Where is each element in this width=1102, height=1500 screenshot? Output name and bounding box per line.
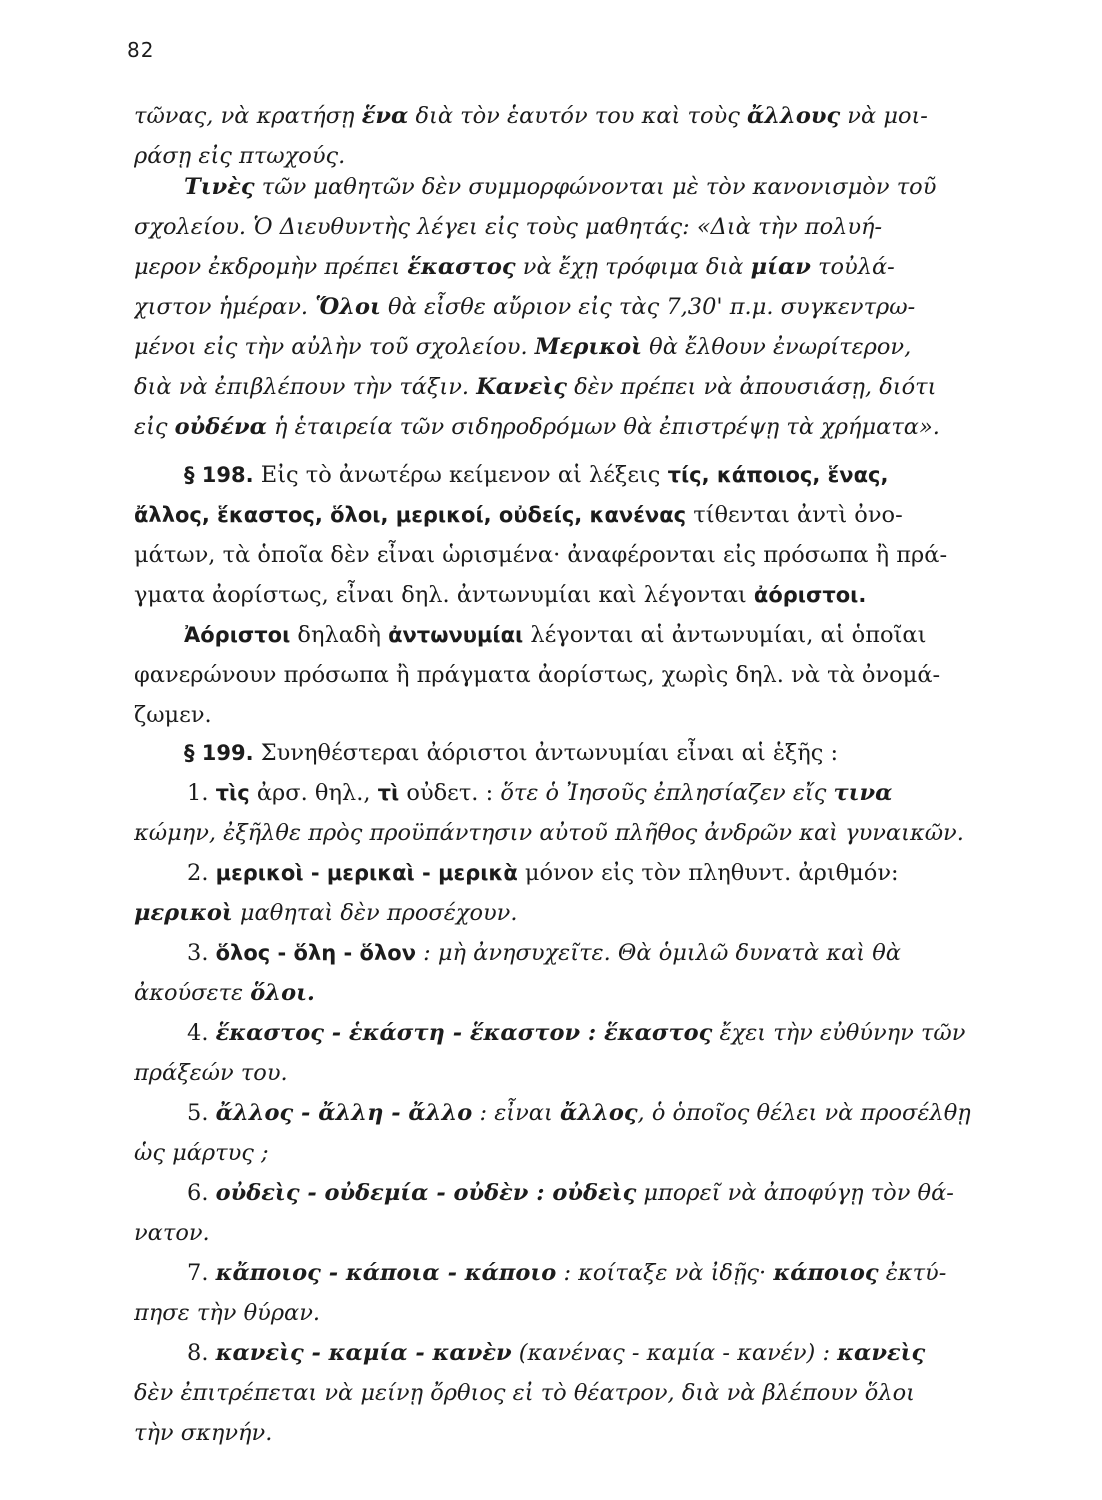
text-span: θὰ ἔλθουν ἐνωρίτερον, <box>642 334 912 360</box>
example-text: νατον. <box>134 1220 210 1246</box>
text-span: εἰς <box>134 414 175 440</box>
text-span: διὰ τὸν ἑαυτόν του καὶ τοὺς <box>408 103 747 129</box>
item-number: 7. <box>187 1260 216 1286</box>
text-span: μένοι εἰς τὴν αὐλὴν τοῦ σχολείου. <box>134 334 535 360</box>
text-line <box>134 247 981 287</box>
bold-term: Ἀόριστοι <box>184 623 291 647</box>
example-text: : μὴ ἀνησυχεῖτε. Θὰ ὁμιλῶ δυνατὰ καὶ θὰ <box>416 940 901 966</box>
bold-term: ὅλος - ὅλη - ὅλον <box>215 941 417 965</box>
paragraph-1 <box>134 96 981 176</box>
text-line: φανερώνουν πρόσωπα ἢ πράγματα ἀορίστως, χωρὶς δηλ. νὰ τὰ ὀνομά- <box>134 662 941 688</box>
text-line <box>134 455 981 495</box>
item-number: 5. <box>187 1100 216 1126</box>
text-line: ζωμεν. <box>134 702 212 728</box>
text-span: ἀκούσετε <box>134 980 251 1006</box>
item-number: 3. <box>187 940 216 966</box>
text-span: δηλαδὴ <box>290 622 389 648</box>
example-text: ἐκτύ- <box>878 1260 947 1286</box>
text-span: ἡ ἑταιρεία τῶν σιδηροδρόμων θὰ ἐπιστρέψῃ τὰ χρήματα». <box>266 414 940 440</box>
text-line <box>134 96 981 136</box>
bold-term: τὶς <box>215 781 250 805</box>
text-line: σχολείου. Ὁ Διευθυντὴς λέγει εἰς τοὺς μαθητάς: «Διὰ τὴν πολυή- <box>134 214 883 240</box>
text-line <box>134 327 981 367</box>
example-text: δὲν ἐπιτρέπεται νὰ μείνῃ ὄρθιος εἰ τὸ θέατρον, διὰ νὰ βλέπουν ὅλοι <box>134 1380 915 1406</box>
list-item-line <box>134 1173 981 1213</box>
paragraph-2 <box>134 167 981 447</box>
bold-term: μερικοὶ - μερικαὶ - μερικὰ <box>215 861 518 885</box>
example-text: : εἶναι <box>472 1100 560 1126</box>
bold-term: ἕκαστος <box>407 254 516 280</box>
example-text: (κανένας - καμία - κανέν) : <box>511 1340 838 1366</box>
list-item-line <box>134 1333 981 1373</box>
item-number: 8. <box>187 1340 216 1366</box>
bold-term: ἄλλους <box>746 103 841 129</box>
text-span: Συνηθέστεραι ἀόριστοι ἀντωνυμίαι εἶναι αἱ ἑξῆς : <box>253 740 839 766</box>
text-span: τοὐλά- <box>810 254 895 280</box>
text-line <box>134 575 981 615</box>
list-item-line <box>134 773 981 813</box>
bold-term: κανεὶς - καμία - κανὲν <box>215 1340 512 1366</box>
text-span: τίθενται ἀντὶ ὀνο- <box>686 502 903 528</box>
text-span: μόνον εἰς τὸν πληθυντ. ἀριθμόν: <box>517 860 899 886</box>
bold-term: ὅλοι. <box>250 980 315 1006</box>
bold-term: Κανεὶς <box>476 374 567 400</box>
example-text: ὡς μάρτυς ; <box>134 1140 269 1166</box>
text-span: χιστον ἡμέραν. <box>134 294 316 320</box>
text-line <box>134 733 981 773</box>
example-text: τὴν σκηνήν. <box>134 1420 273 1446</box>
text-span: διὰ νὰ ἐπιβλέπουν τὴν τάξιν. <box>134 374 477 400</box>
example-text: , ὁ ὁποῖος θέλει νὰ προσέλθῃ <box>637 1100 971 1126</box>
text-line <box>134 615 981 655</box>
bold-term: ἀντωνυμίαι <box>388 623 524 647</box>
example-text: ἔχει τὴν εὐθύνην τῶν <box>712 1020 966 1046</box>
text-line <box>134 407 981 447</box>
text-span: μαθηταὶ δὲν προσέχουν. <box>232 900 518 926</box>
example-text: ὅτε ὁ Ἰησοῦς ἐπλησίαζεν εἴς <box>500 780 834 806</box>
example-text: κώμην, ἐξῆλθε πρὸς προϋπάντησιν αὐτοῦ πλῆθος ἀνδρῶν καὶ γυναικῶν. <box>134 820 964 846</box>
bold-term: οὐδεὶς - οὐδεμία - οὐδὲν : οὐδεὶς <box>215 1180 637 1206</box>
list-item-line <box>134 1093 981 1133</box>
list-item-line <box>134 1253 981 1293</box>
text-span: λέγονται αἱ ἀντωνυμίαι, αἱ ὁποῖαι <box>523 622 927 648</box>
bold-term: τινα <box>833 780 893 806</box>
section-199 <box>134 733 981 1453</box>
text-span: Εἰς τὸ ἀνωτέρω κείμενον αἱ λέξεις <box>253 462 668 488</box>
bold-term: κάποιος <box>773 1260 879 1286</box>
example-text <box>134 973 981 1013</box>
example-text: : κοίταξε νὰ ἰδῇς· <box>556 1260 774 1286</box>
bold-term: ἕνα <box>361 103 409 129</box>
item-number: 4. <box>187 1020 216 1046</box>
text-span: οὐδετ. : <box>399 780 501 806</box>
bold-term: τίς, κάποιος, ἕνας, <box>667 463 889 487</box>
text-span: νὰ μοι- <box>840 103 928 129</box>
bold-term: Ὅλοι <box>315 294 381 320</box>
example-text: μπορεῖ νὰ ἀποφύγῃ τὸν θά- <box>636 1180 954 1206</box>
list-item-line <box>134 1013 981 1053</box>
text-span: νὰ ἔχῃ τρόφιμα διὰ <box>515 254 751 280</box>
bold-term: κἄποιος - κάποια - κάποιο <box>215 1260 557 1286</box>
item-number: 6. <box>187 1180 216 1206</box>
bold-term: ἄλλος - ἄλλη - ἄλλο <box>215 1100 473 1126</box>
text-line <box>134 367 981 407</box>
text-span: μερον ἐκδρομὴν πρέπει <box>134 254 408 280</box>
bold-term: ἄλλος <box>559 1100 638 1126</box>
bold-term: οὐδένα <box>174 414 267 440</box>
text-span: τῶν μαθητῶν δὲν συμμορφώνονται μὲ τὸν κανονισμὸν τοῦ <box>254 174 937 200</box>
item-number: 1. <box>187 780 216 806</box>
example-text <box>134 893 981 933</box>
bold-term: μίαν <box>750 254 811 280</box>
section-number: § 198. <box>184 463 254 487</box>
item-number: 2. <box>187 860 216 886</box>
bold-term: ἄλλος, ἕκαστος, ὅλοι, μερικοί, οὐδείς, κανένας <box>134 503 687 527</box>
text-line <box>134 167 981 207</box>
example-text: πράξεών του. <box>134 1060 288 1086</box>
bold-term: Τινὲς <box>184 174 255 200</box>
bold-term: Μερικοὶ <box>534 334 642 360</box>
example-text: πησε τὴν θύραν. <box>134 1300 321 1326</box>
text-line: ράσῃ εἰς πτωχούς. <box>134 143 346 169</box>
text-line <box>134 287 981 327</box>
list-item-line <box>134 933 981 973</box>
list-item-line <box>134 853 981 893</box>
section-198 <box>134 455 981 735</box>
page-number: 82 <box>127 38 155 62</box>
text-line: μάτων, τὰ ὁποῖα δὲν εἶναι ὡρισμένα· ἀναφέρονται εἰς πρόσωπα ἢ πρά- <box>134 542 948 568</box>
text-span: δὲν πρέπει νὰ ἀπουσιάσῃ, διότι <box>566 374 937 400</box>
text-span: θὰ εἶσθε αὔριον εἰς τὰς 7,30' π.μ. συγκεντρω- <box>380 294 916 320</box>
text-line <box>134 495 981 535</box>
section-number: § 199. <box>184 741 254 765</box>
bold-term: τὶ <box>377 781 400 805</box>
bold-term: κανεὶς <box>837 1340 926 1366</box>
text-span: τῶνας, νὰ κρατήσῃ <box>134 103 362 129</box>
text-span: γματα ἀορίστως, εἶναι δηλ. ἀντωνυμίαι καὶ λέγονται <box>134 582 754 608</box>
bold-term: ἀόριστοι. <box>753 583 867 607</box>
bold-term: ἕκαστος - ἑκάστη - ἕκαστον : ἕκαστος <box>215 1020 713 1046</box>
text-span: ἀρσ. θηλ., <box>249 780 378 806</box>
bold-term: μερικοὶ <box>134 900 233 926</box>
